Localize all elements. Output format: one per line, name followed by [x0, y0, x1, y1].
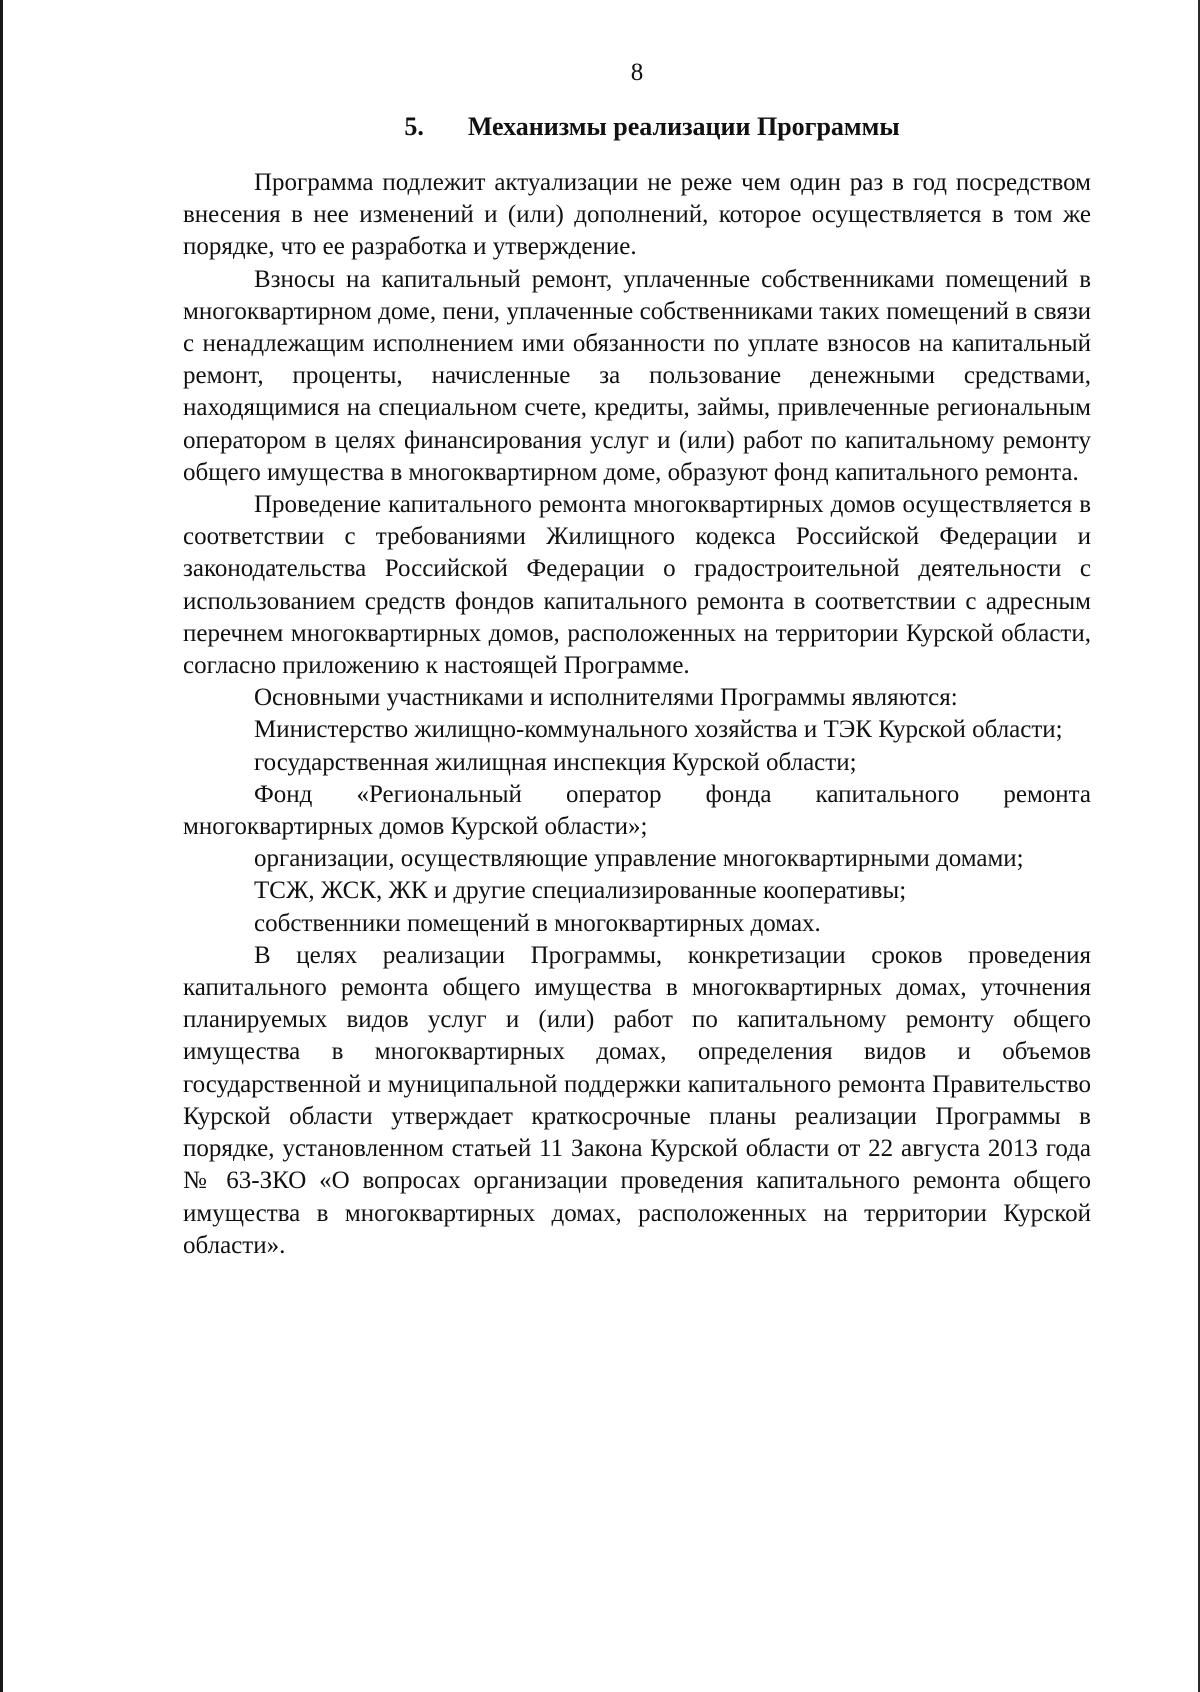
section-number: 5. — [404, 112, 424, 141]
participant-inspection: государственная жилищная инспекция Курской области; — [254, 748, 857, 776]
participant-owners: собственники помещений в многоквартирных домах. — [254, 909, 821, 937]
participant-cooperatives: ТСЖ, ЖСК, ЖК и другие специализированные кооперативы; — [254, 877, 907, 905]
scan-edge-left — [0, 0, 3, 1692]
paragraph-update-frequency: Программа подлежит актуализации не реже чем один раз в год посредством внесения в нее изменений и (или) дополнений, которое осуществляется в том же порядке, что ее разработка и утверждение. — [183, 169, 1091, 261]
section-body — [183, 167, 1091, 1262]
paragraph-repair-procedure: Проведение капитального ремонта многоквартирных домов осуществляется в соответствии с требованиями Жилищного кодекса Российской Федерации и законодательства Российской Федерации о градостроительной деятельности с использованием средств фондов капитального ремонта в соответствии с адресным перечнем многоквартирных домов, расположенных на территории Курской области, согласно приложению к настоящей Программе. — [183, 491, 1091, 680]
participant-regional-operator: Фонд «Региональный оператор фонда капитального ремонта многоквартирных домов Курской области»; — [183, 780, 1091, 841]
section-heading — [183, 109, 1091, 145]
participant-ministry: Министерство жилищно-коммунального хозяйства и ТЭК Курской области; — [254, 716, 1063, 744]
participant-management-orgs: организации, осуществляющие управление многоквартирными домами; — [254, 845, 1024, 873]
page-number: 8 — [630, 59, 644, 86]
paragraph-participants-intro: Основными участниками и исполнителями Программы являются: — [254, 684, 958, 712]
paragraph-repair-fund: Взносы на капитальный ремонт, уплаченные собственниками помещений в многоквартирном доме, пени, уплаченные собственниками таких помещений в связи с ненадлежащим исполнением ими обязанности по уплате взносов на капитальный ремонт, проценты, начисленные за пользование денежными средствами, находящимися на специальном счете, кредиты, займы, привлеченные региональным оператором в целях финансирования услуг и (или) работ по капитальному ремонту общего имущества в многоквартирном доме, образуют фонд капитального ремонта. — [183, 265, 1091, 486]
paragraph-short-term-plans: В целях реализации Программы, конкретизации сроков проведения капитального ремонта общего имущества в многоквартирных домах, уточнения планируемых видов услуг и (или) работ по капитальному ремонту общего имущества в многоквартирных домах, определения видов и объемов государственной и муниципальной поддержки капитального ремонта Правительство Курской области утверждает краткосрочные планы реализации Программы в порядке, установленном статьей 11 Закона Курской области от 22 августа 2013 года № 63-ЗКО «О вопросах организации проведения капитального ремонта общего имущества в многоквартирных домах, расположенных на территории Курской области». — [183, 941, 1091, 1259]
section-title: Механизмы реализации Программы — [467, 112, 900, 141]
document-page — [183, 55, 1091, 1262]
